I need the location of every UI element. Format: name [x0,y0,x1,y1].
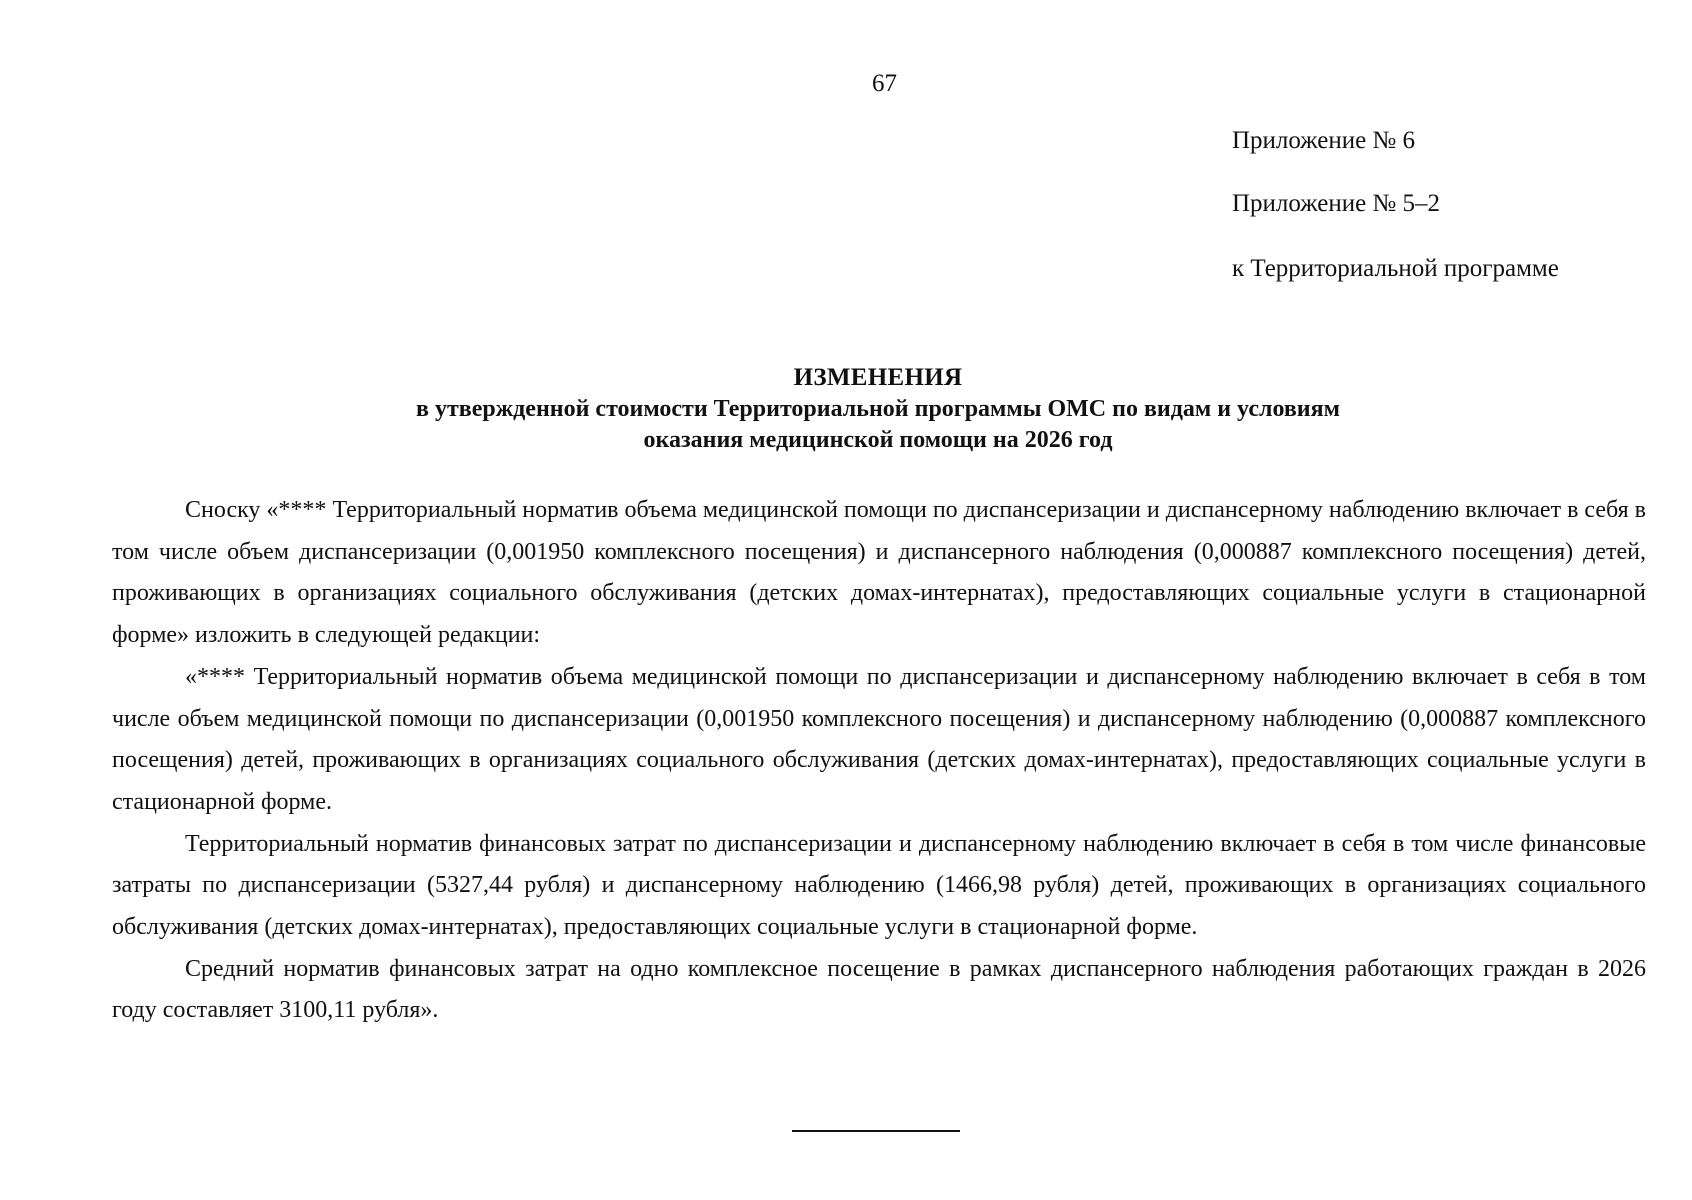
paragraph-financial-norm: Территориальный норматив финансовых затрат по диспансеризации и диспансерному наблюдению включает в себя в том числе финансовые затраты по диспансеризации (5327,44 рубля) и диспансерному наблюдению (1466,98 рубля) детей, проживающих в организациях социального обслуживания (детских домах-интернатах), предоставляющих социальные услуги в стационарной форме. [112,830,1646,941]
document-body [112,490,1646,1032]
document-subtitle-line-2: оказания медицинской помощи на 2026 год [643,427,1113,453]
document-subtitle-line-1: в утвержденной стоимости Территориальной программы ОМС по видам и условиям [416,396,1340,422]
paragraph-footnote-intro: Сноску «**** Территориальный норматив объема медицинской помощи по диспансеризации и диспансерному наблюдению включает в себя в том числе объем диспансеризации (0,001950 комплексного посещения) и диспансерного наблюдения (0,000887 комплексного посещения) детей, проживающих в организациях социального обслуживания (детских домах-интернатах), предоставляющих социальные услуги в стационарной форме» изложить в следующей редакции: [112,497,1646,649]
document-title-block [112,362,1644,456]
paragraph-average-norm: Средний норматив финансовых затрат на одно комплексное посещение в рамках диспансерного наблюдения работающих граждан в 2026 году составляет 3100,11 рубля». [112,955,1646,1024]
paragraph-footnote-new-text: «**** Территориальный норматив объема медицинской помощи по диспансеризации и диспансерному наблюдению включает в себя в том числе объем медицинской помощи по диспансеризации (0,001950 комплексного посещения) и диспансерному наблюдению (0,000887 комплексного посещения) детей, проживающих в организациях социального обслуживания (детских домах-интернатах), предоставляющих социальные услуги в стационарной форме. [112,663,1646,815]
appendix-subnumber-line: Приложение № 5–2 [1232,190,1441,217]
closing-separator-line [792,1130,960,1132]
appendix-number-line: Приложение № 6 [1232,127,1416,154]
page-number: 67 [872,70,897,97]
appendix-reference-line: к Территориальной программе [1232,255,1559,282]
document-title: ИЗМЕНЕНИЯ [793,364,963,391]
